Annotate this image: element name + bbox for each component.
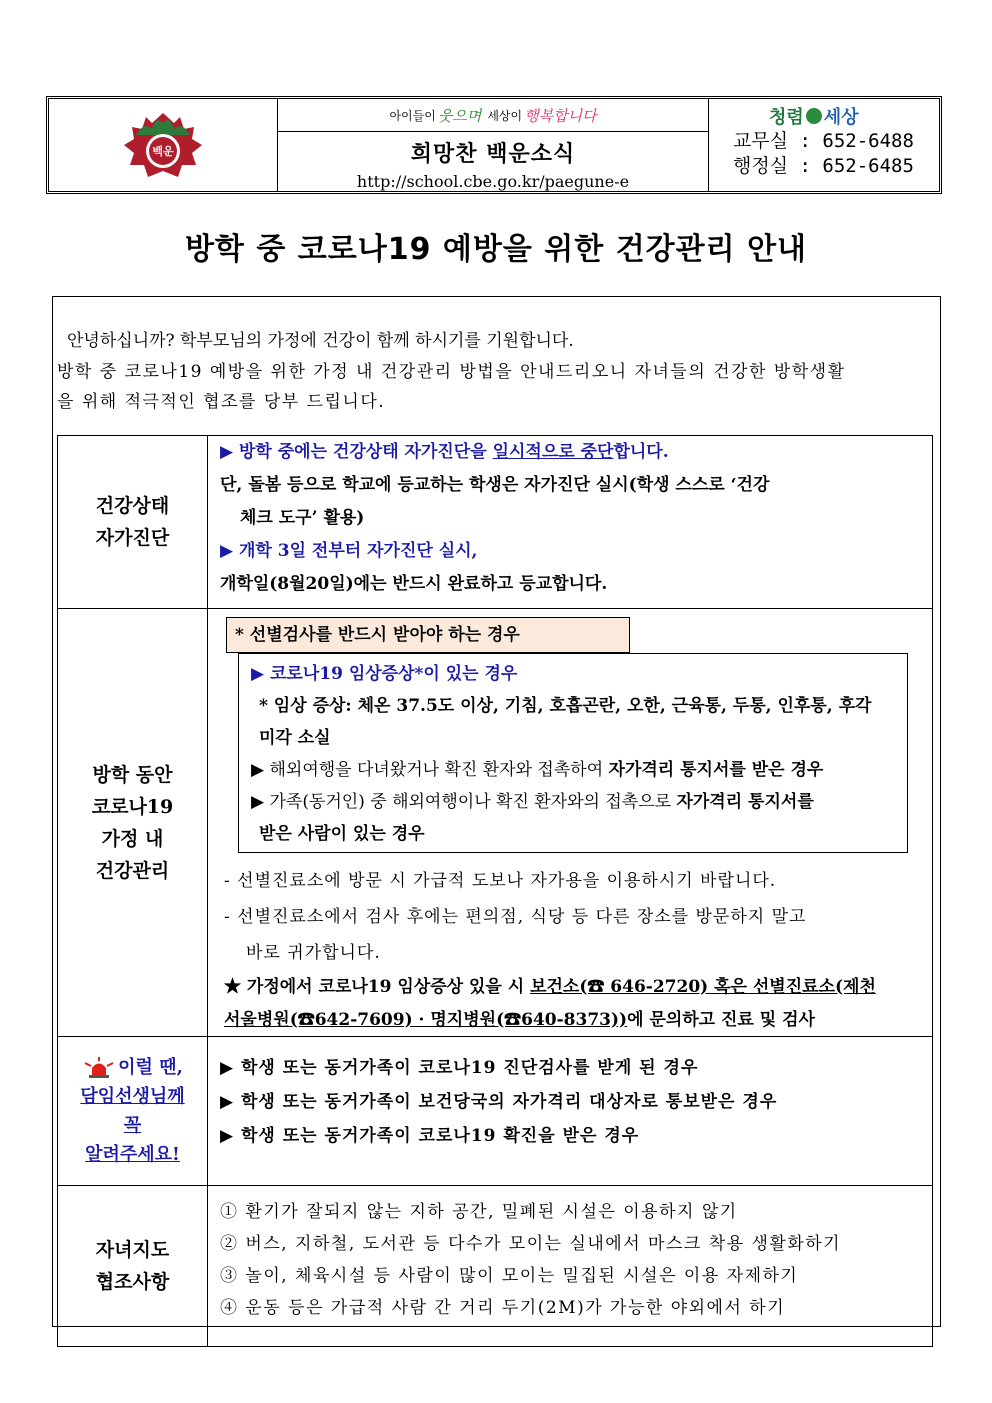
notify-item: ▶ 학생 또는 동거가족이 코로나19 확진을 받은 경우	[220, 1126, 640, 1146]
siren-icon	[82, 1057, 116, 1079]
slogan-banner	[278, 99, 708, 132]
row-notify-teacher	[58, 1037, 933, 1186]
label-line: 담임선생님께	[80, 1086, 185, 1107]
notify-item: ▶ 학생 또는 동거가족이 보건당국의 자가격리 대상자로 통보받은 경우	[220, 1092, 778, 1112]
document-title: 방학 중 코로나19 예방을 위한 건강관리 안내	[184, 232, 808, 267]
guidance-item: ④ 운동 등은 가급적 사람 간 거리 두기(2M)가 가능한 야외에서 하기	[220, 1298, 786, 1318]
header-contacts	[709, 99, 939, 191]
label-guidance	[58, 1186, 208, 1347]
text-segment: 에 문의하고 진료 및 검사	[627, 1010, 815, 1030]
text-segment: 합니다.	[613, 442, 669, 462]
bold-segment: 자가격리 통지서를	[676, 792, 814, 812]
integrity-logo	[769, 103, 939, 129]
label-line	[59, 1053, 206, 1082]
label-line: 건강상태	[95, 495, 170, 517]
criteria-symptom-detail-2: 미각 소실	[259, 728, 331, 748]
text-segment: ▶ 가족(동거인) 중 해외여행이나 확진 환자와의 접촉으로	[251, 792, 677, 812]
criteria-travel	[251, 754, 905, 786]
phone-teachers-office: 교무실 : 652-6488	[733, 130, 914, 152]
text-segment: ▶ 해외여행을 다녀왔거나 확진 환자와 접촉하여	[251, 760, 609, 780]
note-1: - 선별진료소에 방문 시 가급적 도보나 자가용을 이용하시기 바랍니다.	[224, 871, 777, 891]
screening-criteria-box	[238, 653, 908, 853]
self-check-line-2: 단, 돌봄 등으로 학교에 등교하는 학생은 자가진단 실시(학생 스스로 ‘건강	[220, 475, 770, 495]
emblem-badge-text: 백운	[152, 145, 174, 158]
guidance-table	[57, 435, 933, 1347]
row-guidance	[58, 1186, 933, 1347]
brand-left: 청렴	[769, 107, 804, 128]
criteria-symptom-detail: * 임상 증상: 체온 37.5도 이상, 기침, 호흡곤란, 오한, 근육통, 두통, 인후통, 후각	[259, 696, 872, 716]
text-segment: ▶ 방학 중에는 건강상태 자가진단을	[220, 442, 493, 462]
self-check-line-3: 체크 도구’ 활용)	[240, 508, 365, 528]
intro-line-1: 안녕하십니까? 학부모님의 가정에 건강이 함께 하시기를 기원합니다.	[67, 331, 574, 351]
guidance-item: ① 환기가 잘되지 않는 지하 공간, 밀폐된 시설은 이용하지 않기	[220, 1202, 738, 1222]
brand-dot-icon	[806, 108, 822, 124]
self-check-line-5: 개학일(8월20일)에는 반드시 완료하고 등교합니다.	[220, 574, 608, 594]
newsletter-header	[46, 96, 942, 194]
notify-item: ▶ 학생 또는 동거가족이 코로나19 진단검사를 받게 된 경우	[220, 1058, 699, 1078]
bold-segment: 자가격리 통지서를 받은 경우	[608, 760, 824, 780]
label-text: 이럴 땐,	[118, 1057, 183, 1078]
note-3: 바로 귀가합니다.	[246, 943, 381, 963]
label-line: 꼭	[123, 1115, 142, 1136]
underlined-segment: 서울병원(☎642-7609) · 명지병원(☎640-8373))	[224, 1010, 628, 1030]
main-frame	[52, 296, 941, 1327]
school-url: http://school.cbe.go.kr/paegune-e	[356, 172, 630, 191]
criteria-family-2: 받은 사람이 있는 경우	[259, 824, 425, 844]
underlined-segment: 보건소(☎ 646-2720) 혹은 선별진료소(제천	[530, 977, 876, 997]
underlined-segment: 일시적으로 중단	[492, 442, 614, 462]
school-emblem-cell	[49, 99, 278, 191]
clinic-notes	[224, 863, 924, 1037]
content-self-check	[208, 436, 933, 609]
school-emblem-logo	[122, 109, 204, 181]
intro-text	[57, 325, 937, 417]
slogan-green: 웃으며	[437, 106, 482, 125]
header-middle	[278, 99, 709, 191]
newsletter-title: 희망찬 백운소식	[410, 142, 576, 167]
slogan-prefix: 아이들이	[389, 108, 436, 123]
intro-line-3: 을 위해 적극적인 협조를 당부 드립니다.	[57, 392, 386, 412]
slogan-middle: 세상이	[487, 108, 523, 123]
criteria-family	[251, 786, 905, 818]
slogan-pink: 행복합니다	[524, 106, 597, 125]
label-self-check	[58, 436, 208, 609]
label-line: 자가진단	[95, 527, 170, 549]
note-contact-2	[224, 1004, 924, 1037]
label-line: 건강관리	[95, 859, 170, 882]
text-segment: ★ 가정에서 코로나19 임상증상 있을 시	[224, 977, 531, 997]
label-line: 알려주세요!	[85, 1144, 180, 1165]
note-contact	[224, 971, 924, 1004]
note-2: - 선별진료소에서 검사 후에는 편의점, 식당 등 다른 장소를 방문하지 말고	[224, 907, 807, 927]
label-line: 협조사항	[95, 1271, 170, 1293]
content-guidance	[208, 1186, 933, 1347]
brand-right: 세상	[823, 107, 859, 128]
row-self-check	[58, 436, 933, 609]
guidance-item: ② 버스, 지하철, 도서관 등 다수가 모이는 실내에서 마스크 착용 생활화하기	[220, 1234, 842, 1254]
screening-box-title: * 선별검사를 반드시 받아야 하는 경우	[226, 617, 630, 653]
phone-admin-office: 행정실 : 652-6485	[733, 155, 914, 177]
intro-line-2: 방학 중 코로나19 예방을 위한 가정 내 건강관리 방법을 안내드리오니 자녀들의 건강한 방학생활	[57, 362, 846, 382]
label-line: 방학 동안	[92, 763, 173, 786]
row-covid-care	[58, 609, 933, 1037]
content-covid-care	[208, 609, 933, 1037]
content-notify-teacher	[208, 1037, 933, 1186]
label-line: 자녀지도	[95, 1239, 170, 1261]
label-line: 코로나19	[91, 795, 174, 818]
criteria-symptoms: ▶ 코로나19 임상증상*이 있는 경우	[251, 664, 518, 684]
label-line: 가정 내	[101, 827, 164, 850]
label-notify-teacher	[58, 1037, 208, 1186]
label-covid-care	[58, 609, 208, 1037]
self-check-line-4: ▶ 개학 3일 전부터 자가진단 실시,	[220, 541, 478, 561]
guidance-item: ③ 놀이, 체육시설 등 사람이 많이 모이는 밀집된 시설은 이용 자제하기	[220, 1266, 799, 1286]
self-check-line-1	[220, 436, 924, 469]
